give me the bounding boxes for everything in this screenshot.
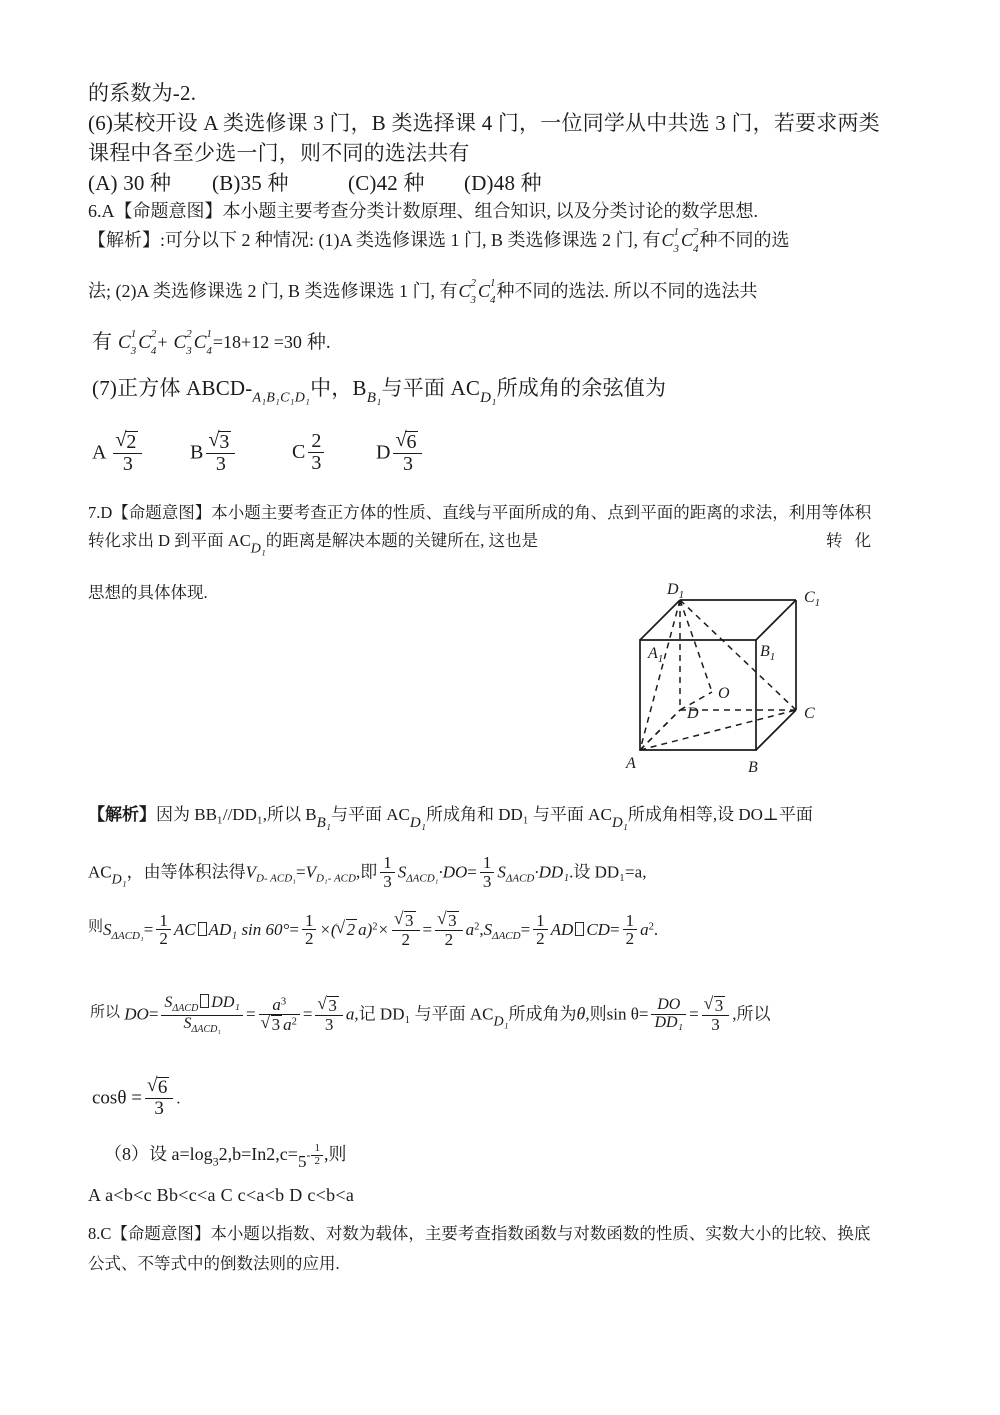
q6-solution-line3-equation: =18+12 =30	[212, 332, 302, 352]
label-D: D	[687, 705, 699, 722]
q7-sol3-a-squared-2: $a^2$	[640, 919, 654, 939]
q7-option-b-letter: B	[190, 441, 204, 464]
q7-answer-intent-line2	[88, 528, 538, 562]
previous-line-fragment: 的系数为-2.	[88, 81, 197, 105]
q7-option-d-fraction	[393, 431, 422, 475]
q7-sol4-sin-theta: sin θ	[606, 1004, 639, 1024]
q8-stem-part-b: 2,b=In2,c=	[218, 1144, 298, 1164]
q7-option-a-den: 3	[122, 453, 133, 475]
q7-sol3-half-c: $\frac{1}{2}$	[533, 912, 548, 949]
combination-c3-2: C 2 3	[458, 276, 477, 306]
q7-sol4-lead: 所以	[90, 1004, 121, 1021]
q7-sol2-dd1: ·DD₁	[534, 862, 570, 882]
combination-c4-2: C 2 4	[681, 225, 699, 255]
q7-sol2-sub-d1: D₁	[111, 872, 127, 888]
label-B1: $B_1$	[760, 643, 776, 663]
q7-sol1-sub-bb1: B₁	[316, 814, 332, 831]
q6-solution-label: 【解析】:	[88, 230, 166, 250]
cube-figure	[608, 572, 858, 784]
q7-sol4-eq1: =	[148, 1004, 159, 1024]
q7-option-b	[190, 432, 238, 476]
q7-intent-sub-d1: D₁	[250, 541, 266, 557]
q6-option-a: (A) 30 种	[88, 171, 172, 195]
q7-sol3-a-squared-1: $a^2$	[465, 919, 480, 939]
q7-sol3-eq1: =	[143, 919, 154, 939]
combination-c3-1: C 1 3	[661, 225, 680, 255]
q6-solution-line2	[88, 277, 758, 305]
q6-option-c: (C)42 种	[348, 171, 425, 195]
q6-stem-line1: (6)某校开设 A 类选修课 3 门，B 类选择课 4 门，一位同学从中共选 3 门，若要求两类	[88, 111, 880, 135]
box-glyph-icon-3	[200, 994, 209, 1008]
label-O: O	[718, 685, 730, 702]
q7-sol4-do: DO	[124, 1004, 149, 1024]
q7-stem-sub-vertices: A₁B₁C₁D₁	[252, 390, 311, 406]
q7-sol5-sqrt6-over-3: √ $\frac{6}{3}$	[145, 1077, 174, 1119]
q7-sol1-part-d: 所成角相等,设 DO⊥平面	[627, 805, 813, 824]
q7-stem-part-d: 所成角的余弦值为	[496, 376, 667, 400]
q6-solution-line2-text-b: 种不同的选法. 所以不同的选法共	[496, 281, 758, 301]
q8-power-base: 5	[297, 1152, 307, 1171]
label-A1: $A_1$	[648, 645, 664, 665]
label-C1: $C_1$	[804, 589, 821, 609]
q7-sol4-part-d: ,则	[585, 1004, 607, 1024]
q7-sol4-part-b: ,记 DD₁ 与平面 AC	[354, 1004, 494, 1024]
q7-sol3-sqrt3-over-2-b: √ $\frac{3}{2}$	[435, 911, 463, 949]
q8-log-base: 3	[212, 1154, 219, 1169]
q7-sol4-sqrt3-over-3: √ $\frac{3}{3}$	[315, 996, 343, 1034]
q7-sol3-eq4: =	[520, 919, 531, 939]
q7-sol2-one-third-a: $\frac{1}{3}$	[380, 854, 395, 891]
q7-sol3-sqrt3-over-2-a: √ $\frac{3}{2}$	[392, 911, 420, 949]
q7-sol3-eq3: =	[422, 919, 433, 939]
q6-option-b: (B)35 种	[212, 171, 289, 195]
q7-sol3-area2-sub: ΔACD	[492, 930, 521, 943]
q7-sol3-half-d: $\frac{1}{2}$	[623, 912, 638, 949]
q7-intent-right-word: 转 化	[826, 531, 876, 550]
q7-sol4-eq3: =	[302, 1004, 313, 1024]
q7-sol5-eq: =	[131, 1087, 142, 1109]
q7-sol4-part-e: ,所以	[732, 1004, 771, 1024]
q7-stem-part-a: (7)正方体 ABCD-	[92, 376, 253, 400]
combination-c4-2-b: C 2 4	[138, 327, 157, 357]
q7-sol3-eq5: =	[609, 919, 620, 939]
q6-answer-intent: 6.A【命题意图】本小题主要考查分类计数原理、组合知识, 以及分类讨论的数学思想.	[88, 201, 758, 221]
q6-solution-line3-unit: 种.	[306, 332, 331, 353]
q7-sol2-area1: S	[397, 862, 407, 882]
label-D1: $D_1$	[667, 581, 685, 601]
q6-solution-line1-text-a: 可分以下 2 种情况: (1)A 类选修课选 1 门, B 类选修课选 2 门, 有	[165, 230, 661, 250]
q7-sol3-period: .	[653, 919, 659, 939]
q7-option-c	[292, 432, 327, 475]
q7-sol2-do: ·DO	[438, 862, 468, 882]
q8-power-exponent: - $\frac{1}{2}$	[306, 1144, 324, 1168]
q7-sol3-ac: AC	[173, 919, 196, 939]
q6-stem-line2: 课程中各至少选一门，则不同的选法共有	[88, 141, 470, 165]
q7-sol3-area1: S	[103, 919, 112, 939]
q7-option-d-radicand: 6	[406, 431, 417, 453]
q6-option-d: (D)48 种	[464, 171, 542, 195]
q7-answer-intent-line3: 思想的具体体现.	[88, 583, 208, 602]
q7-solution-line4	[90, 995, 770, 1036]
combination-c4-1-b: C 1 4	[193, 327, 212, 357]
q7-sol3-eq2: =	[289, 919, 299, 939]
q7-solution-line3	[88, 912, 658, 950]
q7-sol1-part-c: 所成角和 DD₁ 与平面 AC	[425, 805, 612, 824]
cube-solid-edges	[640, 600, 796, 750]
q7-sol4-do-over-dd1: $\frac{DO}{\text{DD₁}}$	[651, 997, 686, 1032]
q6-solution-line3-lead: 有	[92, 331, 112, 353]
box-glyph-icon-2	[575, 922, 584, 936]
q7-sol2-volume1: V	[245, 862, 256, 882]
q7-sol3-sqrt2a-squared: ×( √ 2 a)$^2$×	[319, 920, 389, 939]
combination-c3-2-b: C 2 3	[173, 327, 192, 357]
q7-option-a	[92, 432, 145, 476]
q7-sol4-eq5: =	[689, 1004, 699, 1024]
q7-sol1-sub-d1: D₁	[409, 814, 426, 831]
q8-answer-line1: 8.C【命题意图】本小题以指数、对数为载体，主要考查指数函数与对数函数的性质、实数大小的比较、换底	[88, 1224, 871, 1243]
q7-sol4-a: a	[345, 1004, 355, 1024]
q7-stem-sub-d1: D₁	[480, 389, 497, 406]
q8-options-line: A a<b<c Bb<c<a C c<a<b D c<b<a	[88, 1185, 355, 1205]
q7-sol2-area2: S	[497, 862, 506, 882]
q7-sol2-part-d: .设 DD₁=a,	[569, 862, 647, 882]
q7-option-d	[376, 432, 425, 476]
q7-option-b-fraction	[206, 431, 235, 475]
q8-answer-line2: 公式、不等式中的倒数法则的应用.	[88, 1254, 340, 1273]
q7-sol4-sqrt3-over-3-b: √ $\frac{3}{3}$	[702, 996, 730, 1034]
combination-c4-1: C 1 4	[478, 276, 496, 306]
q6-solution-line2-text-a: 法; (2)A 类选修课选 2 门, B 类选修课选 1 门, 有	[88, 281, 458, 301]
q8-stem	[104, 1140, 346, 1169]
q7-sol3-ad1sin: AD₁ sin 60°	[208, 919, 290, 939]
q7-sol2-part-a: AC	[88, 862, 112, 882]
q7-option-b-radicand: 3	[219, 431, 230, 453]
q7-sol4-sub-d1: D₁	[493, 1014, 509, 1030]
q7-option-c-letter: C	[292, 441, 306, 464]
q7-answer-intent-line1: 7.D【命题意图】本小题主要考查正方体的性质、直线与平面所成的角、点到平面的距离的求法，利用等体积	[88, 503, 872, 522]
q7-sol2-volume2: V	[305, 862, 316, 882]
q7-sol2-eq1: =	[295, 862, 306, 882]
q7-sol3-comma: ,	[479, 919, 484, 939]
q7-solution-line5	[92, 1078, 180, 1120]
label-B: B	[748, 759, 758, 776]
q7-sol4-eq2: =	[245, 1004, 256, 1024]
q7-intent-part-b: 转化求出 D 到平面 AC	[88, 531, 251, 550]
label-A: A	[626, 755, 636, 772]
q7-sol2-eq2: =	[467, 862, 477, 882]
box-glyph-icon-1	[198, 922, 207, 936]
q7-sol4-part-c: 所成角为	[508, 1004, 577, 1024]
q7-sol2-volume2-sub: D₁- ACD	[315, 872, 356, 885]
q7-stem-part-b: 中，B	[310, 376, 367, 400]
q7-sol3-half-a: $\frac{1}{2}$	[156, 912, 171, 949]
q7-sol5-cos-theta: cosθ	[92, 1087, 127, 1109]
q7-solution-line2	[88, 855, 646, 892]
q7-sol4-a-cubed-over-sqrt3a2: $a^3$ √ 3 $a^2$	[259, 996, 300, 1034]
cube-figure-svg	[608, 572, 858, 784]
q7-sol4-eq4: =	[638, 1004, 649, 1024]
q7-option-a-fraction	[113, 431, 142, 475]
q7-sol1-part-a: 因为 BB₁//DD₁,所以 B	[156, 805, 317, 824]
q7-solution-line1	[88, 800, 813, 832]
q7-sol3-cd: CD	[586, 919, 610, 939]
q7-sol2-area2-sub: ΔACD	[505, 872, 535, 885]
q7-stem	[92, 373, 666, 413]
q7-sol2-area1-sub: ΔACD₁	[406, 872, 439, 885]
q7-solution-label: 【解析】	[88, 805, 156, 824]
q7-option-c-num: 2	[308, 431, 324, 453]
combination-c3-1-b: C 1 3	[118, 327, 137, 357]
label-C: C	[804, 705, 815, 722]
q7-option-c-fraction	[308, 431, 324, 474]
q7-stem-part-c: 与平面 AC	[381, 376, 481, 400]
q7-intent-part-c: 的距离是解决本题的关键所在, 这也是	[265, 531, 538, 550]
q7-sol3-half-b: $\frac{1}{2}$	[302, 912, 317, 949]
q7-option-c-den: 3	[311, 452, 322, 474]
q7-option-a-letter: A	[92, 441, 106, 464]
q7-sol2-volume1-sub: D- ACD₁	[256, 872, 296, 885]
q6-solution-line3: 有 C 1 3 C 2 4 + C 2 3 C 1 4 =18+12 =30 种.	[92, 327, 331, 357]
q7-option-b-den: 3	[215, 453, 226, 475]
q7-option-a-radicand: 2	[126, 431, 137, 453]
q7-sol3-area2: S	[483, 919, 493, 939]
q7-sol5-period: .	[176, 1090, 181, 1108]
q7-sol2-part-c: ,即	[355, 862, 378, 882]
q7-option-d-den: 3	[402, 453, 413, 475]
q7-sol3-area1-sub: ΔACD₁	[111, 930, 144, 943]
q7-sol4-theta: θ	[576, 1003, 586, 1024]
q7-sol2-part-b: ，由等体积法得	[126, 862, 246, 882]
q7-sol1-part-b: 与平面 AC	[331, 805, 410, 824]
q6-solution-line1-text-b: 种不同的选	[699, 230, 790, 250]
q7-option-d-letter: D	[376, 441, 391, 464]
q7-sol1-sub-d1-b: D₁	[611, 814, 628, 831]
q7-sol2-one-third-b: $\frac{1}{3}$	[480, 854, 495, 891]
q8-stem-part-a: （8）设 a=	[104, 1144, 190, 1164]
q7-sol3-ad: AD	[550, 919, 574, 939]
q6-solution-line1	[88, 226, 790, 254]
q7-stem-sub-bb1: B₁	[366, 389, 382, 406]
q8-log-symbol: log	[189, 1144, 213, 1164]
q8-stem-part-c: ,则	[323, 1144, 347, 1164]
q7-sol3-lead: 则	[88, 919, 104, 935]
q7-sol4-area-ratio: $\frac{S_{\Delta ACD} DD_1}{S_{\Delta ACD_1}}$	[161, 994, 243, 1035]
